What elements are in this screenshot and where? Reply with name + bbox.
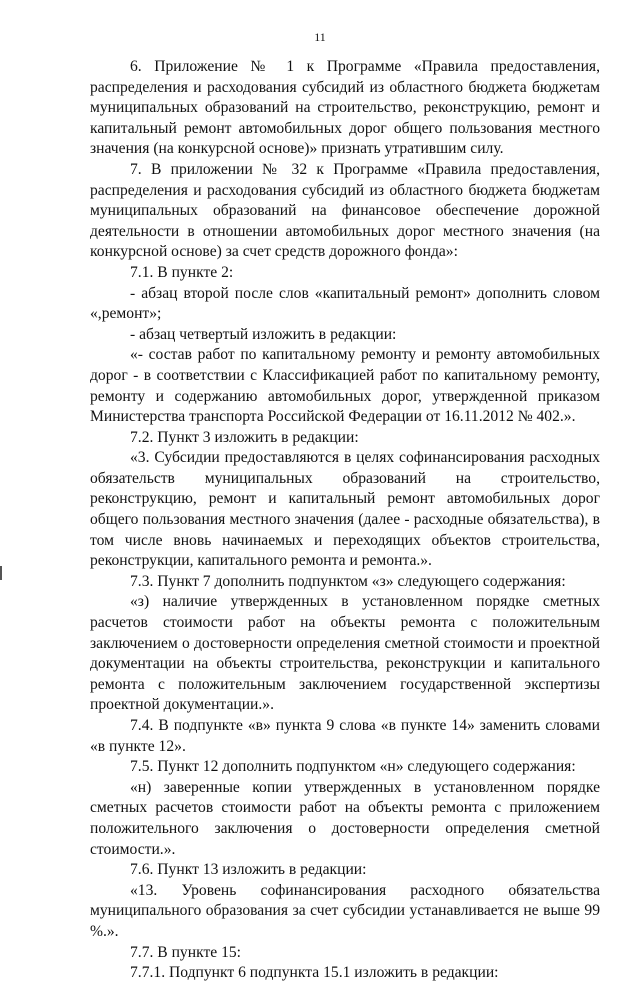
- paragraph: «- состав работ по капитальному ремонту и ремонту автомобильных дорог - в соответствии с Классификацией работ по капитальному ремонту, ремонту и содержанию автомобильных дорог, утвержденной приказом Министерства транспорта Российской Федерации от 16.11.2012 № 402.».: [90, 346, 600, 426]
- paragraph: 7.1. В пункте 2:: [130, 263, 234, 281]
- paragraph: 7.4. В подпункте «в» пункта 9 слова «в пункте 14» заменить словами «в пункте 12».: [90, 717, 600, 755]
- paragraph: «13. Уровень софинансирования расходного обязательства муниципального образования за счет субсидии устанавливается не выше 99 %.».: [90, 881, 600, 940]
- document-body: [90, 57, 600, 984]
- margin-mark: [0, 566, 2, 580]
- paragraph: «н) заверенные копии утвержденных в установленном порядке сметных расчетов стоимости работ на объекты ремонта с приложением положительного заключения о достоверности определения сметной стоимости.».: [90, 778, 600, 858]
- paragraph: «3. Субсидии предоставляются в целях софинансирования расходных обязательств муниципальных образований на строительство, реконструкцию, ремонт и капитальный ремонт автомобильных дорог общего пользования местного значения (далее - расходные обязательства), в том числе вновь начинаемых и переходящих объектов строительства, реконструкции, капитального ремонта и ремонта.».: [90, 449, 600, 570]
- paragraph: 6. Приложение № 1 к Программе «Правила предоставления, распределения и расходования субсидий из областного бюджета бюджетам муниципальных образований на строительство, реконструкцию, ремонт и капитальный ремонт автомобильных дорог общего пользования местного значения (на конкурсной основе)» признать утратившим силу.: [90, 58, 600, 158]
- page-number: 11: [314, 30, 326, 44]
- paragraph: - абзац второй после слов «капитальный ремонт» дополнить словом «,ремонт»;: [90, 284, 600, 323]
- paragraph: 7.5. Пункт 12 дополнить подпунктом «н» следующего содержания:: [130, 758, 576, 776]
- paragraph: 7.2. Пункт 3 изложить в редакции:: [130, 428, 359, 446]
- paragraph: «з) наличие утвержденных в установленном порядке сметных расчетов стоимости работ на объекты ремонта с положительным заключением о достоверности определения сметной стоимости и проектной документации на объекты строительства, реконструкции и капитального ремонта с положительным заключением государственной экспертизы проектной документации.».: [90, 593, 600, 714]
- paragraph: - абзац четвертый изложить в редакции:: [130, 325, 397, 343]
- paragraph: 7.3. Пункт 7 дополнить подпунктом «з» следующего содержания:: [130, 572, 566, 590]
- paragraph: 7.6. Пункт 13 изложить в редакции:: [130, 861, 367, 879]
- paragraph: 7.7.1. Подпункт 6 подпункта 15.1 изложить в редакции:: [130, 964, 499, 982]
- paragraph: 7.7. В пункте 15:: [130, 943, 242, 961]
- paragraph: 7. В приложении № 32 к Программе «Правила предоставления, распределения и расходования субсидий из областного бюджета бюджетам муниципальных образований на финансовое обеспечение дорожной деятельности в отношении автомобильных дорог местного значения (на конкурсной основе) за счет средств дорожного фонда»:: [90, 160, 600, 261]
